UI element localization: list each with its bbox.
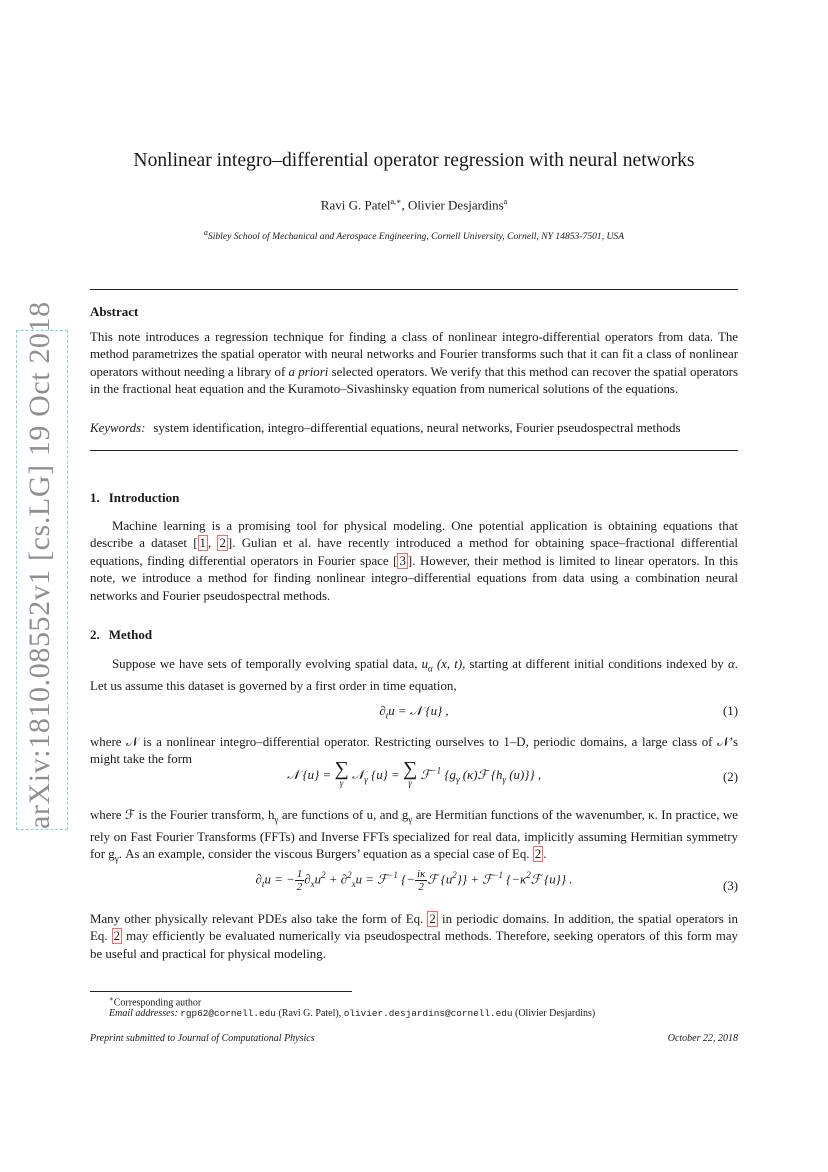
author-name: Olivier Desjardins bbox=[407, 197, 504, 213]
email-link[interactable]: olivier.desjardins@cornell.edu bbox=[343, 1008, 513, 1019]
section-title: Introduction bbox=[108, 490, 180, 505]
abstract-emphasis: a priori bbox=[288, 364, 329, 379]
paper-title: Nonlinear integro–differential operator regression with neural networks bbox=[133, 150, 695, 171]
equation-1-math: $\partial_tu$ = 𝒩 {u} , bbox=[379, 704, 449, 721]
equation-number: (3) bbox=[722, 879, 738, 893]
keywords bbox=[90, 421, 738, 436]
author-separator: , bbox=[401, 197, 408, 213]
author-affiliation-mark[interactable]: a,∗ bbox=[390, 197, 402, 206]
method-paragraph-1: Suppose we have sets of temporally evolving spatial data, $u_\alpha$ (x, t), starting at different initial conditions indexed by α. Let us assume this dataset is governed by a first order in time equation, bbox=[90, 657, 738, 693]
keywords-text: system identification, integro–differential equations, neural networks, Fourier pseudospectral methods bbox=[153, 421, 681, 435]
citation-link[interactable]: 1 bbox=[199, 536, 206, 551]
section-number: 2. bbox=[90, 627, 100, 642]
equation-2 bbox=[90, 758, 738, 796]
footer-date: October 22, 2018 bbox=[667, 1033, 738, 1044]
author-affiliation-mark[interactable]: a bbox=[503, 197, 508, 206]
arxiv-side-stamp bbox=[14, 301, 66, 830]
introduction-paragraph: Machine learning is a promising tool for physical modeling. One potential application is obtaining equations that describe a dataset [ 1 , 2 ]. Gulian et al. have recently introduced a method for obtaining space–fractional differential equations, finding differential operators in Fourier space [ 3 ]. However, their method is limited to linear operators. In this note, we introduce a method for finding nonlinear integro–differential equations from data using a combination neural networks and Fourier pseudospectral methods. bbox=[90, 519, 738, 603]
section-heading-method bbox=[90, 627, 152, 643]
citation-link[interactable]: 2 bbox=[219, 536, 226, 551]
author-name: Ravi G. Patel bbox=[320, 197, 391, 213]
equation-3-math: $\partial_tu$ = − $\frac{1}{2}$ $\partial_xu^2 + \partial^2_xu$ = ℱ$^{-1}$ {− $\frac{i\kappa}{2}$ ℱ $\{u^2\}$} + ℱ$^{-1}$ {$-\kappa^2ℱ$ {u}} . bbox=[255, 868, 573, 893]
method-paragraph-2: where 𝒩 is a nonlinear integro–differential operator. Restricting ourselves to 1–D, periodic domains, a large class of 𝒩’s might take the form bbox=[90, 735, 738, 767]
equation-number: (1) bbox=[722, 704, 738, 718]
keywords-label: Keywords: bbox=[90, 421, 146, 435]
equation-3 bbox=[90, 868, 738, 902]
footnote-rule bbox=[90, 991, 352, 992]
footnote-emails: Email addresses: rgp62@cornell.edu (Ravi G. Patel), olivier.desjardins@cornell.edu (Olivier Desjardins) bbox=[109, 1008, 596, 1019]
method-paragraph-3: where ℱ is the Fourier transform, $h_\gamma$ are functions of u, and $g_\gamma$ are Hermitian functions of the wavenumber, κ. In practice, we rely on Fast Fourier Transforms (FFTs) and Inverse FFTs specialized for real data, implicitly assuming Hermitian symmetry for $g_\gamma$. As an example, consider the viscous Burgers’ equation as a special case of Eq. 2 . bbox=[90, 808, 738, 864]
footnote-corresponding: ∗Corresponding author bbox=[109, 995, 202, 1009]
abstract-top-rule bbox=[90, 289, 738, 290]
email-label: Email addresses: bbox=[109, 1008, 178, 1019]
equation-2-math: 𝒩 {u} = ∑ γ 𝒩$_\gamma$ {u} = ∑ γ ℱ$^{-1}$ {$g_\gamma$ (κ)ℱ {$h_\gamma$ (u)}} , bbox=[286, 758, 542, 788]
affiliation-mark: a bbox=[203, 228, 208, 237]
abstract-text: This note introduces a regression technique for finding a class of nonlinear integro-differential operators from data. The method parametrizes the spatial operator with neural networks and Fourier transforms such that it can fit a class of nonlinear operators without needing a library of a priori selected operators. We verify that this method can recover the spatial operators in the fractional heat equation and the Kuramoto–Sivashinsky equation from numerical solutions of the equations. bbox=[90, 330, 738, 397]
email-link[interactable]: rgp62@cornell.edu bbox=[180, 1008, 276, 1019]
footer-journal: Preprint submitted to Journal of Computational Physics bbox=[90, 1033, 315, 1044]
affiliation bbox=[90, 228, 738, 242]
author-list bbox=[90, 197, 738, 213]
section-number: 1. bbox=[90, 490, 100, 505]
method-paragraph-4: Many other physically relevant PDEs also take the form of Eq. 2 in periodic domains. In addition, the spatial operators in Eq. 2 may efficiently be evaluated numerically via pseudospectral methods. Therefore, seeking operators of this form may be useful and practical for physical modeling. bbox=[90, 912, 739, 961]
section-title: Method bbox=[108, 627, 153, 642]
footnote-mark: ∗ bbox=[109, 995, 114, 1003]
equation-1 bbox=[90, 704, 738, 722]
citation-link[interactable]: 3 bbox=[399, 553, 406, 568]
affiliation-text: Sibley School of Mechanical and Aerospace Engineering, Cornell University, Cornell, NY 14853-7501, USA bbox=[207, 231, 625, 243]
abstract-bottom-rule bbox=[90, 450, 738, 451]
section-heading-introduction bbox=[90, 490, 179, 506]
equation-link[interactable]: 2 bbox=[429, 912, 436, 926]
equation-link[interactable]: 2 bbox=[113, 929, 121, 944]
equation-link[interactable]: 2 bbox=[534, 847, 542, 862]
equation-number: (2) bbox=[722, 770, 738, 784]
arxiv-identifier[interactable]: arXiv:1810.08552v1 [cs.LG] 19 Oct 2018 bbox=[16, 330, 68, 830]
abstract-heading: Abstract bbox=[90, 304, 139, 319]
